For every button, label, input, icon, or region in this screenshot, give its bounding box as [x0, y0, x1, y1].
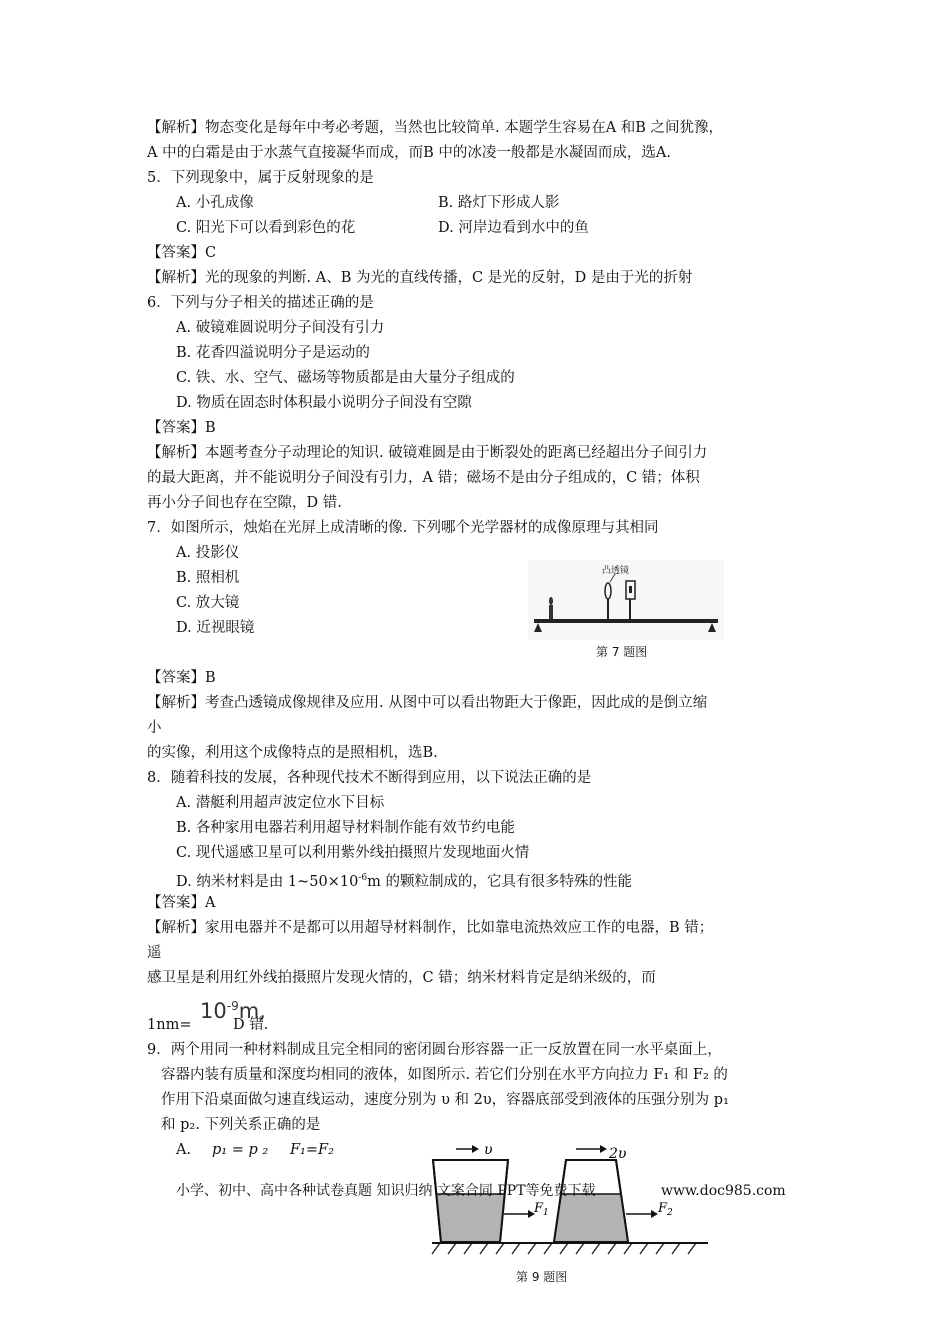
footer-promo-text: 小学、初中、高中各种试卷真题 知识归纳 文案合同 PPT等免费下载	[176, 1183, 596, 1199]
question-7: 7．如图所示，烛焰在光屏上成清晰的像. 下列哪个光学器材的成像原理与其相同	[147, 520, 659, 536]
question-5: 5．下列现象中，属于反射现象的是	[147, 170, 374, 186]
velocity-label-1: υ	[484, 1142, 493, 1158]
q6-option-c: C. 铁、水、空气、磁场等物质都是由大量分子组成的	[176, 370, 515, 386]
q6-answer: 【答案】B	[147, 420, 216, 436]
nm-value-base: 10	[200, 999, 227, 1023]
q5-option-d: D. 河岸边看到水中的鱼	[438, 220, 589, 236]
lens-label: 凸透镜	[602, 566, 630, 576]
figure-7-caption: 第 7 题图	[596, 645, 648, 659]
question-9-line4: 和 p₂. 下列关系正确的是	[161, 1117, 321, 1133]
force-label-1	[533, 1201, 549, 1218]
q8-option-d-exponent: -6	[358, 873, 368, 883]
q7-option-b: B. 照相机	[176, 570, 240, 586]
q9-option-a-force: F₁=F₂	[290, 1142, 334, 1158]
velocity-arrowhead-1	[472, 1145, 479, 1153]
screen-image-icon	[629, 586, 632, 593]
analysis-q4-line2: A 中的白霜是由于水蒸气直接凝华而成，而B 中的冰凌一般都是水凝固而成，选A.	[147, 145, 671, 161]
q6-analysis-line1: 【解析】本题考查分子动理论的知识. 破镜难圆是由于断裂处的距离已经超出分子间引力	[147, 445, 708, 461]
q8-option-c: C. 现代遥感卫星可以利用紫外线拍摄照片发现地面火情	[176, 845, 530, 861]
figure-9-caption: 第 9 题图	[516, 1270, 568, 1284]
footer-promo-url: www.doc985.com	[661, 1183, 786, 1199]
question-6: 6．下列与分子相关的描述正确的是	[147, 295, 374, 311]
q8-analysis-nm-prefix: 1nm=	[147, 1017, 192, 1033]
q5-analysis: 【解析】光的现象的判断. A、B 为光的直线传播，C 是光的反射，D 是由于光的折射	[147, 270, 693, 286]
velocity-arrowhead-2	[600, 1145, 607, 1153]
force-arrowhead-2	[651, 1210, 658, 1218]
q5-answer: 【答案】C	[147, 245, 217, 261]
velocity-label-2: 2υ	[609, 1146, 627, 1162]
q9-option-a-label: A.	[176, 1142, 192, 1158]
q8-analysis-line3: 感卫星是利用红外线拍摄照片发现火情的，C 错；纳米材料肯定是纳米级的，而	[147, 970, 656, 986]
q5-option-b: B. 路灯下形成人影	[438, 195, 560, 211]
q6-option-a: A. 破镜难圆说明分子间没有引力	[176, 320, 385, 336]
question-8: 8．随着科技的发展，各种现代技术不断得到应用，以下说法正确的是	[147, 770, 592, 786]
q8-analysis-line2: 遥	[147, 945, 162, 961]
q7-analysis-line2: 小	[147, 720, 162, 736]
question-9-line3: 作用下沿桌面做匀速直线运动，速度分别为 υ 和 2υ，容器底部受到液体的压强分别为 p₁	[161, 1092, 729, 1108]
analysis-q4-line1: 【解析】物态变化是每年中考必考题，当然也比较简单. 本题学生容易在A 和B 之间犹豫，	[147, 120, 724, 136]
candle-icon	[549, 605, 553, 619]
container-2-liquid	[554, 1194, 628, 1242]
q8-option-d-text: D. 纳米材料是由 1~50×10	[176, 873, 359, 890]
container-1-liquid	[437, 1194, 503, 1242]
force-label-2-letter: F	[658, 1201, 668, 1216]
force-label-2-sub: 2	[667, 1208, 673, 1218]
q8-option-d	[176, 868, 632, 892]
q6-analysis-line3: 再小分子间也存在空隙，D 错.	[147, 495, 342, 511]
q8-option-a: A. 潜艇利用超声波定位水下目标	[176, 795, 385, 811]
q8-option-b: B. 各种家用电器若利用超导材料制作能有效节约电能	[176, 820, 515, 836]
q9-option-a-pressure: p₁ = p ₂	[212, 1142, 269, 1158]
q6-option-b: B. 花香四溢说明分子是运动的	[176, 345, 370, 361]
q7-option-a: A. 投影仪	[176, 545, 240, 561]
q5-option-a: A. 小孔成像	[176, 195, 254, 211]
force-label-2	[657, 1201, 673, 1218]
q5-option-c: C. 阳光下可以看到彩色的花	[176, 220, 356, 236]
optical-bench-rail	[534, 619, 718, 623]
force-label-1-sub: 1	[543, 1208, 549, 1218]
nm-value-exponent: -9	[226, 999, 239, 1013]
force-label-1-letter: F	[534, 1201, 544, 1216]
q7-answer: 【答案】B	[147, 670, 216, 686]
q7-option-d: D. 近视眼镜	[176, 620, 255, 636]
q8-option-d-rest: m 的颗粒制成的，它具有很多特殊的性能	[367, 873, 633, 890]
ground-hatching	[432, 1243, 696, 1254]
q8-analysis-nm-suffix: D 错.	[233, 1017, 269, 1033]
q7-analysis-line1: 【解析】考查凸透镜成像规律及应用. 从图中可以看出物距大于像距，因此成的是倒立缩	[147, 695, 708, 711]
candle-flame-icon	[549, 597, 553, 605]
nm-value-unit: m,	[238, 999, 266, 1023]
q8-answer: 【答案】A	[147, 895, 216, 911]
figure-7-optical-bench	[528, 560, 724, 640]
q7-option-c: C. 放大镜	[176, 595, 240, 611]
q6-analysis-line2: 的最大距离，并不能说明分子间没有引力，A 错；磁场不是由分子组成的，C 错；体积	[147, 470, 700, 486]
q6-option-d: D. 物质在固态时体积最小说明分子间没有空隙	[176, 395, 472, 411]
q8-analysis-line1: 【解析】家用电器并不是都可以用超导材料制作，比如靠电流热效应工作的电器，B 错；	[147, 920, 714, 936]
question-9-line1: 9．两个用同一种材料制成且完全相同的密闭圆台形容器一正一反放置在同一水平桌面上，	[147, 1042, 722, 1058]
q7-analysis-line3: 的实像，利用这个成像特点的是照相机，选B.	[147, 745, 438, 761]
question-9-line2: 容器内装有质量和深度均相同的液体，如图所示. 若它们分别在水平方向拉力 F₁ 和 F₂ 的	[161, 1067, 728, 1083]
